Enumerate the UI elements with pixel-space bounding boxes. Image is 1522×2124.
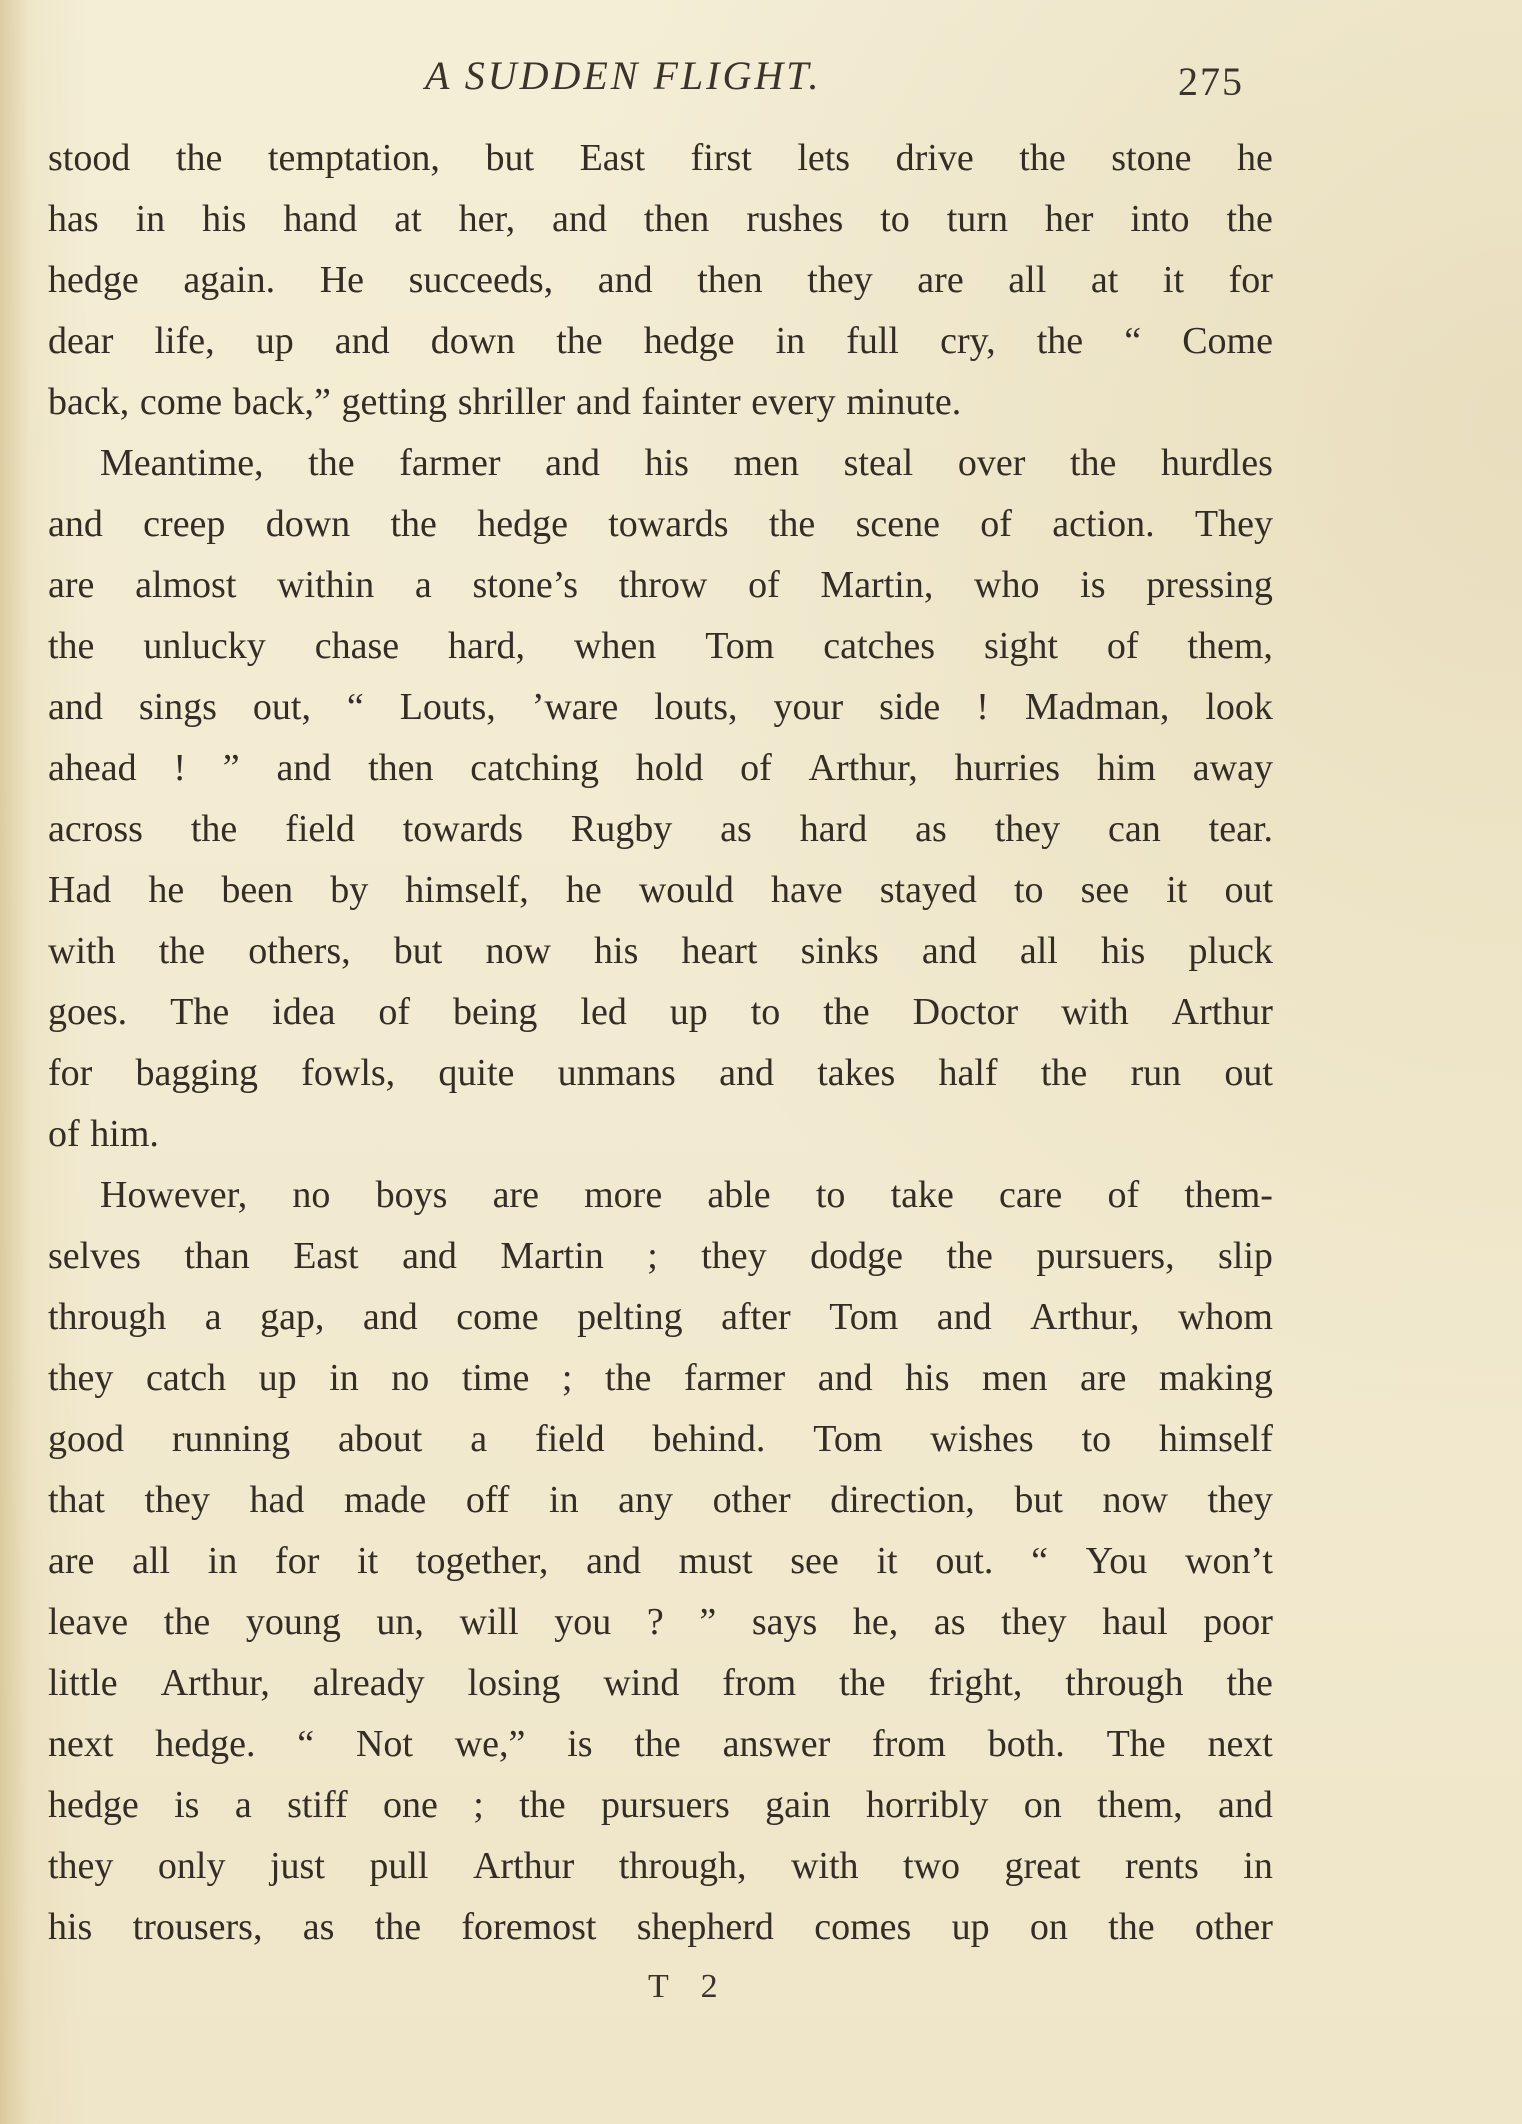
text-line: and sings out, “ Louts, ’ware louts, your side ! Madman, look [48, 686, 1273, 728]
text-line: hedge is a stiff one ; the pursuers gain horribly on them, and [48, 1784, 1273, 1826]
text-line: with the others, but now his heart sinks and all his pluck [48, 930, 1273, 972]
text-line: hedge again. He succeeds, and then they are all at it for [48, 259, 1273, 301]
text-line: next hedge. “ Not we,” is the answer from both. The next [48, 1723, 1273, 1765]
text-line: little Arthur, already losing wind from the fright, through the [48, 1662, 1273, 1704]
text-line: stood the temptation, but East first lets drive the stone he [48, 137, 1273, 179]
page-header [0, 52, 1522, 112]
text-line: back, come back,” getting shriller and fainter every minute. [48, 381, 962, 423]
text-line: Meantime, the farmer and his men steal over the hurdles [100, 442, 1273, 484]
signature-mark: T 2 [648, 1968, 730, 2005]
text-line: dear life, up and down the hedge in full cry, the “ Come [48, 320, 1273, 362]
text-line: his trousers, as the foremost shepherd comes up on the other [48, 1906, 1273, 1948]
text-line: good running about a field behind. Tom wishes to himself [48, 1418, 1273, 1460]
text-line: goes. The idea of being led up to the Doctor with Arthur [48, 991, 1273, 1033]
text-line: for bagging fowls, quite unmans and takes half the run out [48, 1052, 1273, 1094]
text-line: has in his hand at her, and then rushes to turn her into the [48, 198, 1273, 240]
text-line: that they had made off in any other direction, but now they [48, 1479, 1273, 1521]
text-line: and creep down the hedge towards the scene of action. They [48, 503, 1273, 545]
text-line: the unlucky chase hard, when Tom catches sight of them, [48, 625, 1273, 667]
body-text [48, 128, 1273, 1958]
text-line: ahead ! ” and then catching hold of Arthur, hurries him away [48, 747, 1273, 789]
text-line: are all in for it together, and must see it out. “ You won’t [48, 1540, 1273, 1582]
text-line: are almost within a stone’s throw of Martin, who is pressing [48, 564, 1273, 606]
page-number: 275 [1178, 59, 1244, 104]
text-line: they catch up in no time ; the farmer and his men are making [48, 1357, 1273, 1399]
text-line: selves than East and Martin ; they dodge the pursuers, slip [48, 1235, 1273, 1277]
text-line: across the field towards Rugby as hard as they can tear. [48, 808, 1273, 850]
text-line: Had he been by himself, he would have stayed to see it out [48, 869, 1273, 911]
running-title: A SUDDEN FLIGHT. [425, 53, 822, 98]
text-line: leave the young un, will you ? ” says he, as they haul poor [48, 1601, 1273, 1643]
text-line: However, no boys are more able to take care of them- [100, 1174, 1273, 1216]
text-line: they only just pull Arthur through, with two great rents in [48, 1845, 1273, 1887]
text-line: through a gap, and come pelting after Tom and Arthur, whom [48, 1296, 1273, 1338]
text-line: of him. [48, 1113, 159, 1155]
